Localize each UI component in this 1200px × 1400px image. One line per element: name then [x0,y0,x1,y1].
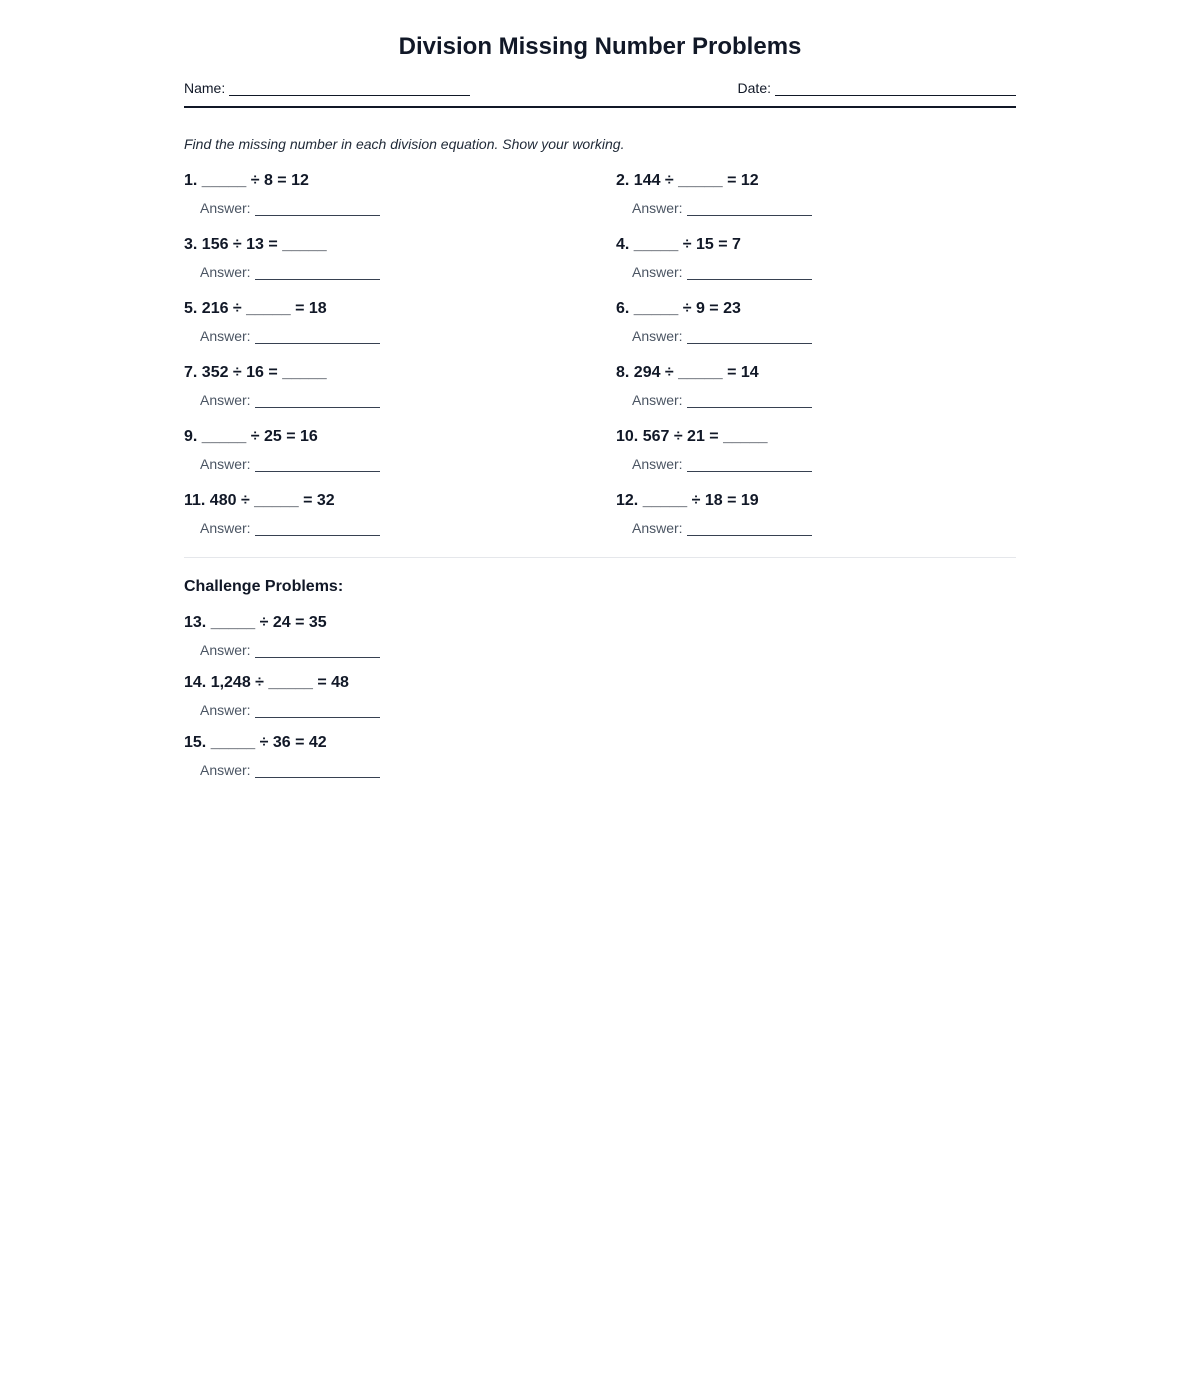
answer-label: Answer: [200,328,251,344]
answer-blank-line[interactable] [255,265,380,280]
problem-item [616,299,1016,363]
answer-label: Answer: [632,264,683,280]
answer-label: Answer: [200,264,251,280]
answer-row [632,262,1016,280]
problem-item [616,491,1016,555]
answer-blank-line[interactable] [687,393,812,408]
answer-label: Answer: [632,520,683,536]
worksheet-page [184,0,1016,793]
answer-blank-line[interactable] [687,521,812,536]
answer-label: Answer: [200,762,251,778]
problem-equation: 14. 1,248 ÷ _____ = 48 [184,674,349,691]
problem-item [184,427,616,491]
answer-row [200,326,616,344]
problem-item [616,235,1016,299]
answer-row [200,390,616,408]
problem-equation: 5. 216 ÷ _____ = 18 [184,300,327,317]
answer-label: Answer: [200,520,251,536]
challenge-problem-item [184,733,1016,793]
answer-blank-line[interactable] [687,201,812,216]
problem-equation: 2. 144 ÷ _____ = 12 [616,172,759,189]
answer-blank-line[interactable] [255,201,380,216]
problem-item [616,171,1016,235]
answer-label: Answer: [200,702,251,718]
problem-equation: 4. _____ ÷ 15 = 7 [616,236,741,253]
answer-label: Answer: [632,328,683,344]
challenge-problem-list [184,613,1016,793]
page-title: Division Missing Number Problems [398,33,802,60]
problem-equation: 7. 352 ÷ 16 = _____ [184,364,327,381]
answer-label: Answer: [632,200,683,216]
answer-row [632,326,1016,344]
answer-blank-line[interactable] [255,521,380,536]
name-blank-line[interactable] [229,81,470,96]
answer-label: Answer: [200,456,251,472]
answer-row [200,760,1016,778]
problem-item [184,171,616,235]
problem-equation: 13. _____ ÷ 24 = 35 [184,614,327,631]
date-field [738,80,1016,96]
answer-row [632,518,1016,536]
answer-row [200,518,616,536]
answer-blank-line[interactable] [255,643,380,658]
answer-blank-line[interactable] [255,329,380,344]
name-label: Name: [184,80,226,96]
answer-row [200,640,1016,658]
name-field [184,80,470,96]
instructions: Find the missing number in each division equation. Show your working. [184,136,625,152]
section-divider [184,557,1016,558]
problem-equation: 3. 156 ÷ 13 = _____ [184,236,327,253]
answer-label: Answer: [632,456,683,472]
problem-equation: 12. _____ ÷ 18 = 19 [616,492,759,509]
problem-equation: 8. 294 ÷ _____ = 14 [616,364,759,381]
problem-item [184,235,616,299]
answer-blank-line[interactable] [255,393,380,408]
answer-label: Answer: [200,200,251,216]
worksheet-header [184,80,1016,108]
challenge-problem-item [184,613,1016,673]
answer-label: Answer: [200,392,251,408]
answer-row [200,198,616,216]
answer-blank-line[interactable] [687,265,812,280]
answer-blank-line[interactable] [255,763,380,778]
problem-equation: 15. _____ ÷ 36 = 42 [184,734,327,751]
answer-blank-line[interactable] [687,329,812,344]
answer-label: Answer: [632,392,683,408]
answer-blank-line[interactable] [687,457,812,472]
problem-item [184,299,616,363]
answer-row [632,390,1016,408]
answer-row [632,198,1016,216]
challenge-section-title: Challenge Problems: [184,578,344,595]
answer-blank-line[interactable] [255,457,380,472]
answer-label: Answer: [200,642,251,658]
problem-equation: 11. 480 ÷ _____ = 32 [184,492,335,509]
problem-equation: 9. _____ ÷ 25 = 16 [184,428,318,445]
problem-item [616,363,1016,427]
answer-blank-line[interactable] [255,703,380,718]
problem-item [184,363,616,427]
answer-row [632,454,1016,472]
answer-row [200,454,616,472]
problem-equation: 6. _____ ÷ 9 = 23 [616,300,741,317]
problem-equation: 1. _____ ÷ 8 = 12 [184,172,309,189]
date-label: Date: [737,80,771,96]
problem-item [616,427,1016,491]
challenge-problem-item [184,673,1016,733]
answer-row [200,262,616,280]
problem-equation: 10. 567 ÷ 21 = _____ [616,428,768,445]
date-blank-line[interactable] [775,81,1016,96]
problem-item [184,491,616,555]
answer-row [200,700,1016,718]
problem-grid [184,171,1016,555]
